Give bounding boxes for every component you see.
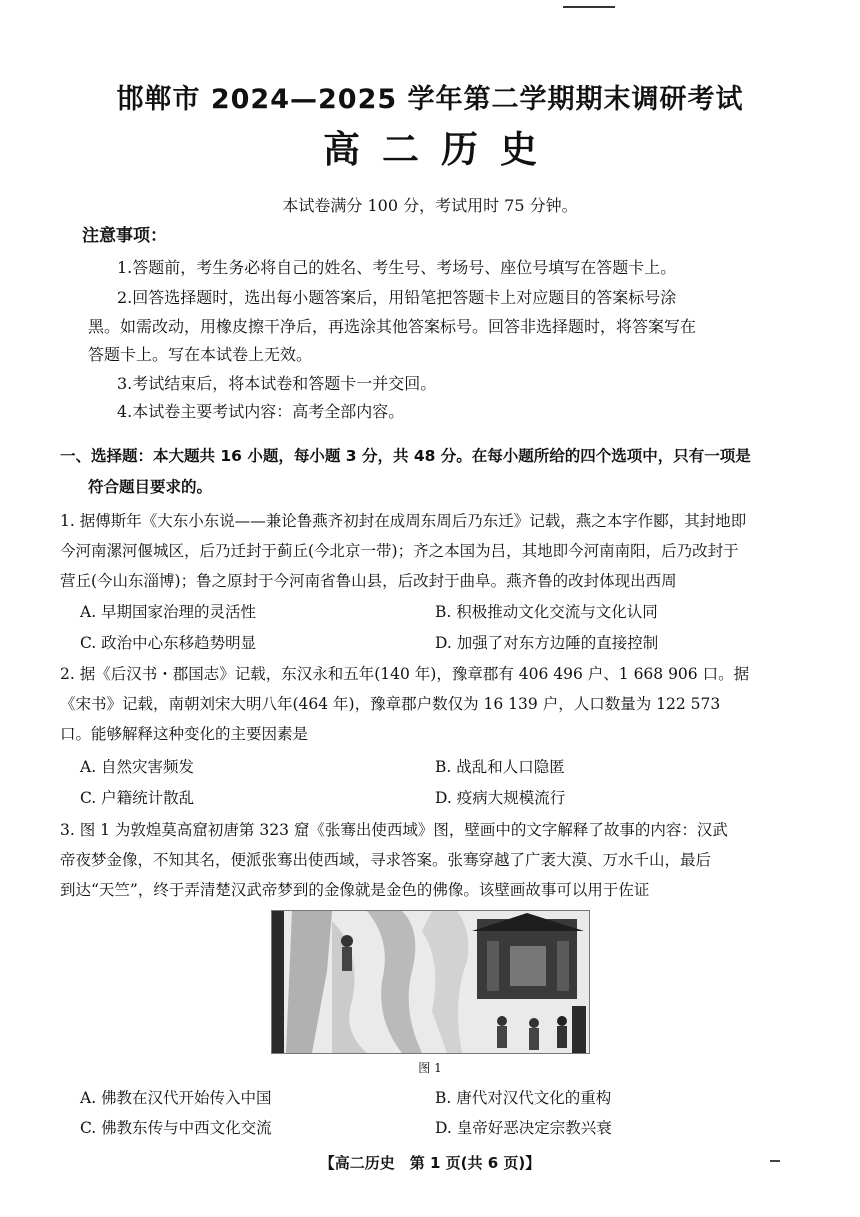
exam-info: 本试卷满分 100 分，考试用时 75 分钟。 bbox=[282, 196, 578, 215]
question-1-line: 1. 据傅斯年《大东小东说——兼论鲁燕齐初封在成周东周后乃东迁》记载，燕之本字作郾，其封地即 bbox=[60, 512, 747, 530]
figure-caption: 图 1 bbox=[418, 1061, 442, 1075]
question-3-line: 到达“天竺”，终于弄清楚汉武帝梦到的金像就是金色的佛像。该壁画故事可以用于佐证 bbox=[60, 881, 650, 899]
mural-image bbox=[272, 911, 589, 1053]
question-1-line: 营丘(今山东淄博)；鲁之原封于今河南省鲁山县，后改封于曲阜。燕齐鲁的改封体现出西周 bbox=[60, 572, 677, 590]
corner-mark bbox=[770, 1160, 780, 1162]
question-1-option-a: A. 早期国家治理的灵活性 bbox=[80, 603, 257, 621]
question-2-option-c: C. 户籍统计散乱 bbox=[80, 789, 195, 807]
note-line: 答题卡上。写在本试卷上无效。 bbox=[88, 345, 313, 364]
question-3-line: 3. 图 1 为敦煌莫高窟初唐第 323 窟《张骞出使西域》图，壁画中的文字解释了故事的内容：汉武 bbox=[60, 821, 728, 839]
notes-heading: 注意事项： bbox=[82, 226, 167, 246]
question-2-line: 《宋书》记载，南朝刘宋大明八年(464 年)，豫章郡户数仅为 16 139 户，人口数量为 122 573 bbox=[60, 695, 721, 713]
question-3-option-b: B. 唐代对汉代文化的重构 bbox=[435, 1089, 612, 1107]
note-line: 2.回答选择题时，选出每小题答案后，用铅笔把答题卡上对应题目的答案标号涂 bbox=[117, 288, 677, 307]
note-line: 1.答题前，考生务必将自己的姓名、考生号、考场号、座位号填写在答题卡上。 bbox=[117, 258, 677, 277]
question-1-option-c: C. 政治中心东移趋势明显 bbox=[80, 634, 257, 652]
page-footer: 【高二历史 第 1 页(共 6 页)】 bbox=[319, 1154, 541, 1172]
section-heading: 一、选择题：本大题共 16 小题，每小题 3 分，共 48 分。在每小题所给的四个选项中，只有一项是 bbox=[60, 447, 751, 465]
note-line: 4.本试卷主要考试内容：高考全部内容。 bbox=[117, 402, 405, 421]
note-line: 3.考试结束后，将本试卷和答题卡一并交回。 bbox=[117, 374, 437, 393]
question-1-option-d: D. 加强了对东方边陲的直接控制 bbox=[435, 634, 659, 652]
question-3-option-c: C. 佛教东传与中西文化交流 bbox=[80, 1119, 272, 1137]
question-1-option-b: B. 积极推动文化交流与文化认同 bbox=[435, 603, 658, 621]
question-3-option-a: A. 佛教在汉代开始传入中国 bbox=[80, 1089, 272, 1107]
note-line: 黑。如需改动，用橡皮擦干净后，再选涂其他答案标号。回答非选择题时，将答案写在 bbox=[88, 317, 697, 336]
question-1-line: 今河南漯河偃城区，后乃迁封于蓟丘(今北京一带)；齐之本国为吕，其地即今河南南阳，后乃改封于 bbox=[60, 542, 739, 560]
subject-title: 高二历史 bbox=[323, 128, 559, 171]
question-3-option-d: D. 皇帝好恶决定宗教兴衰 bbox=[435, 1119, 612, 1137]
exam-title: 邯郸市 2024—2025 学年第二学期期末调研考试 bbox=[116, 84, 744, 115]
mural-figure bbox=[271, 910, 590, 1054]
question-2-option-b: B. 战乱和人口隐匿 bbox=[435, 758, 565, 776]
top-rule bbox=[563, 6, 615, 8]
question-2-option-a: A. 自然灾害频发 bbox=[80, 758, 195, 776]
question-3-line: 帝夜梦金像，不知其名，便派张骞出使西域，寻求答案。张骞穿越了广袤大漠、万水千山，最后 bbox=[60, 851, 712, 869]
question-2-option-d: D. 疫病大规模流行 bbox=[435, 789, 566, 807]
question-2-line: 口。能够解释这种变化的主要因素是 bbox=[60, 725, 309, 743]
section-heading-cont: 符合题目要求的。 bbox=[88, 478, 213, 496]
question-2-line: 2. 据《后汉书・郡国志》记载，东汉永和五年(140 年)，豫章郡有 406 496 户、1 668 906 口。据 bbox=[60, 665, 750, 683]
